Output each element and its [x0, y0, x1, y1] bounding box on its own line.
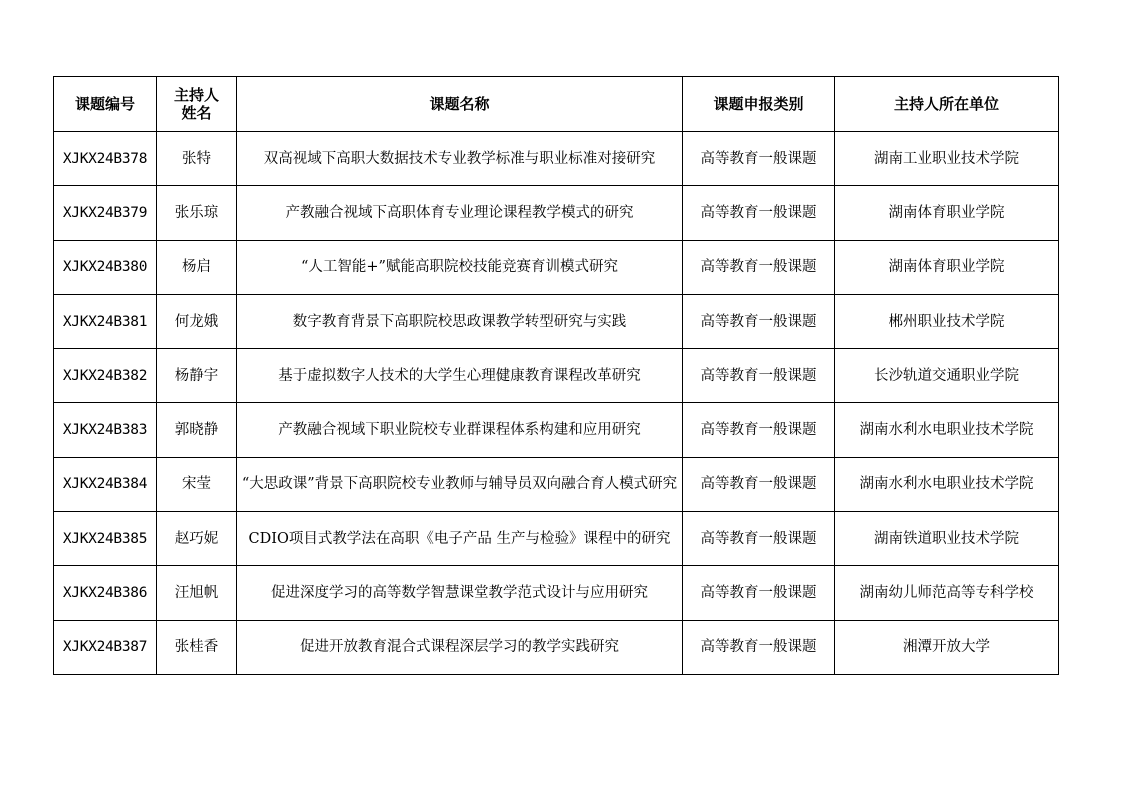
table-row — [54, 132, 1059, 186]
table-row — [54, 240, 1059, 294]
cell-unit: 湖南工业职业技术学院 — [835, 132, 1059, 186]
table-row — [54, 620, 1059, 674]
cell-code: XJKX24B387 — [54, 620, 157, 674]
cell-unit: 湖南水利水电职业技术学院 — [835, 457, 1059, 511]
cell-title: 促进深度学习的高等数学智慧课堂教学范式设计与应用研究 — [237, 566, 683, 620]
cell-title: CDIO项目式教学法在高职《电子产品 生产与检验》课程中的研究 — [237, 512, 683, 566]
cell-code: XJKX24B378 — [54, 132, 157, 186]
header-host — [157, 77, 237, 132]
header-category: 课题申报类别 — [683, 77, 835, 132]
cell-category: 高等教育一般课题 — [683, 620, 835, 674]
cell-code: XJKX24B385 — [54, 512, 157, 566]
cell-title: 产教融合视域下高职体育专业理论课程教学模式的研究 — [237, 186, 683, 240]
table-row — [54, 186, 1059, 240]
cell-host: 杨静宇 — [157, 349, 237, 403]
table-row — [54, 403, 1059, 457]
table-row — [54, 457, 1059, 511]
cell-category: 高等教育一般课题 — [683, 349, 835, 403]
cell-host: 张桂香 — [157, 620, 237, 674]
cell-title: 产教融合视域下职业院校专业群课程体系构建和应用研究 — [237, 403, 683, 457]
header-host-line1: 主持人 — [173, 86, 219, 104]
cell-host: 何龙娥 — [157, 294, 237, 348]
header-unit: 主持人所在单位 — [835, 77, 1059, 132]
cell-code: XJKX24B379 — [54, 186, 157, 240]
cell-code: XJKX24B381 — [54, 294, 157, 348]
cell-code: XJKX24B386 — [54, 566, 157, 620]
cell-host: 郭晓静 — [157, 403, 237, 457]
cell-category: 高等教育一般课题 — [683, 294, 835, 348]
cell-category: 高等教育一般课题 — [683, 240, 835, 294]
cell-title: 基于虚拟数字人技术的大学生心理健康教育课程改革研究 — [237, 349, 683, 403]
cell-unit: 湖南水利水电职业技术学院 — [835, 403, 1059, 457]
table-row — [54, 512, 1059, 566]
cell-unit: 湖南体育职业学院 — [835, 186, 1059, 240]
cell-title: “大思政课”背景下高职院校专业教师与辅导员双向融合育人模式研究 — [237, 457, 683, 511]
cell-code: XJKX24B383 — [54, 403, 157, 457]
cell-host: 张乐琼 — [157, 186, 237, 240]
cell-host: 汪旭帆 — [157, 566, 237, 620]
cell-unit: 郴州职业技术学院 — [835, 294, 1059, 348]
cell-host: 宋莹 — [157, 457, 237, 511]
cell-unit: 长沙轨道交通职业学院 — [835, 349, 1059, 403]
cell-host: 赵巧妮 — [157, 512, 237, 566]
cell-host: 张特 — [157, 132, 237, 186]
header-code: 课题编号 — [54, 77, 157, 132]
cell-title: 数字教育背景下高职院校思政课教学转型研究与实践 — [237, 294, 683, 348]
cell-code: XJKX24B382 — [54, 349, 157, 403]
cell-unit: 湖南幼儿师范高等专科学校 — [835, 566, 1059, 620]
header-host-line2: 姓名 — [181, 104, 212, 122]
cell-title: “人工智能+”赋能高职院校技能竞赛育训模式研究 — [237, 240, 683, 294]
cell-category: 高等教育一般课题 — [683, 566, 835, 620]
table-row — [54, 349, 1059, 403]
cell-code: XJKX24B384 — [54, 457, 157, 511]
header-title: 课题名称 — [237, 77, 683, 132]
cell-category: 高等教育一般课题 — [683, 457, 835, 511]
table-header-row — [54, 77, 1059, 132]
project-table — [53, 76, 1059, 675]
cell-unit: 湖南铁道职业技术学院 — [835, 512, 1059, 566]
cell-unit: 湖南体育职业学院 — [835, 240, 1059, 294]
cell-title: 双高视域下高职大数据技术专业教学标准与职业标准对接研究 — [237, 132, 683, 186]
cell-title: 促进开放教育混合式课程深层学习的教学实践研究 — [237, 620, 683, 674]
cell-code: XJKX24B380 — [54, 240, 157, 294]
cell-category: 高等教育一般课题 — [683, 132, 835, 186]
cell-host: 杨启 — [157, 240, 237, 294]
cell-category: 高等教育一般课题 — [683, 403, 835, 457]
cell-category: 高等教育一般课题 — [683, 512, 835, 566]
cell-unit: 湘潭开放大学 — [835, 620, 1059, 674]
cell-category: 高等教育一般课题 — [683, 186, 835, 240]
table-row — [54, 294, 1059, 348]
table-row — [54, 566, 1059, 620]
